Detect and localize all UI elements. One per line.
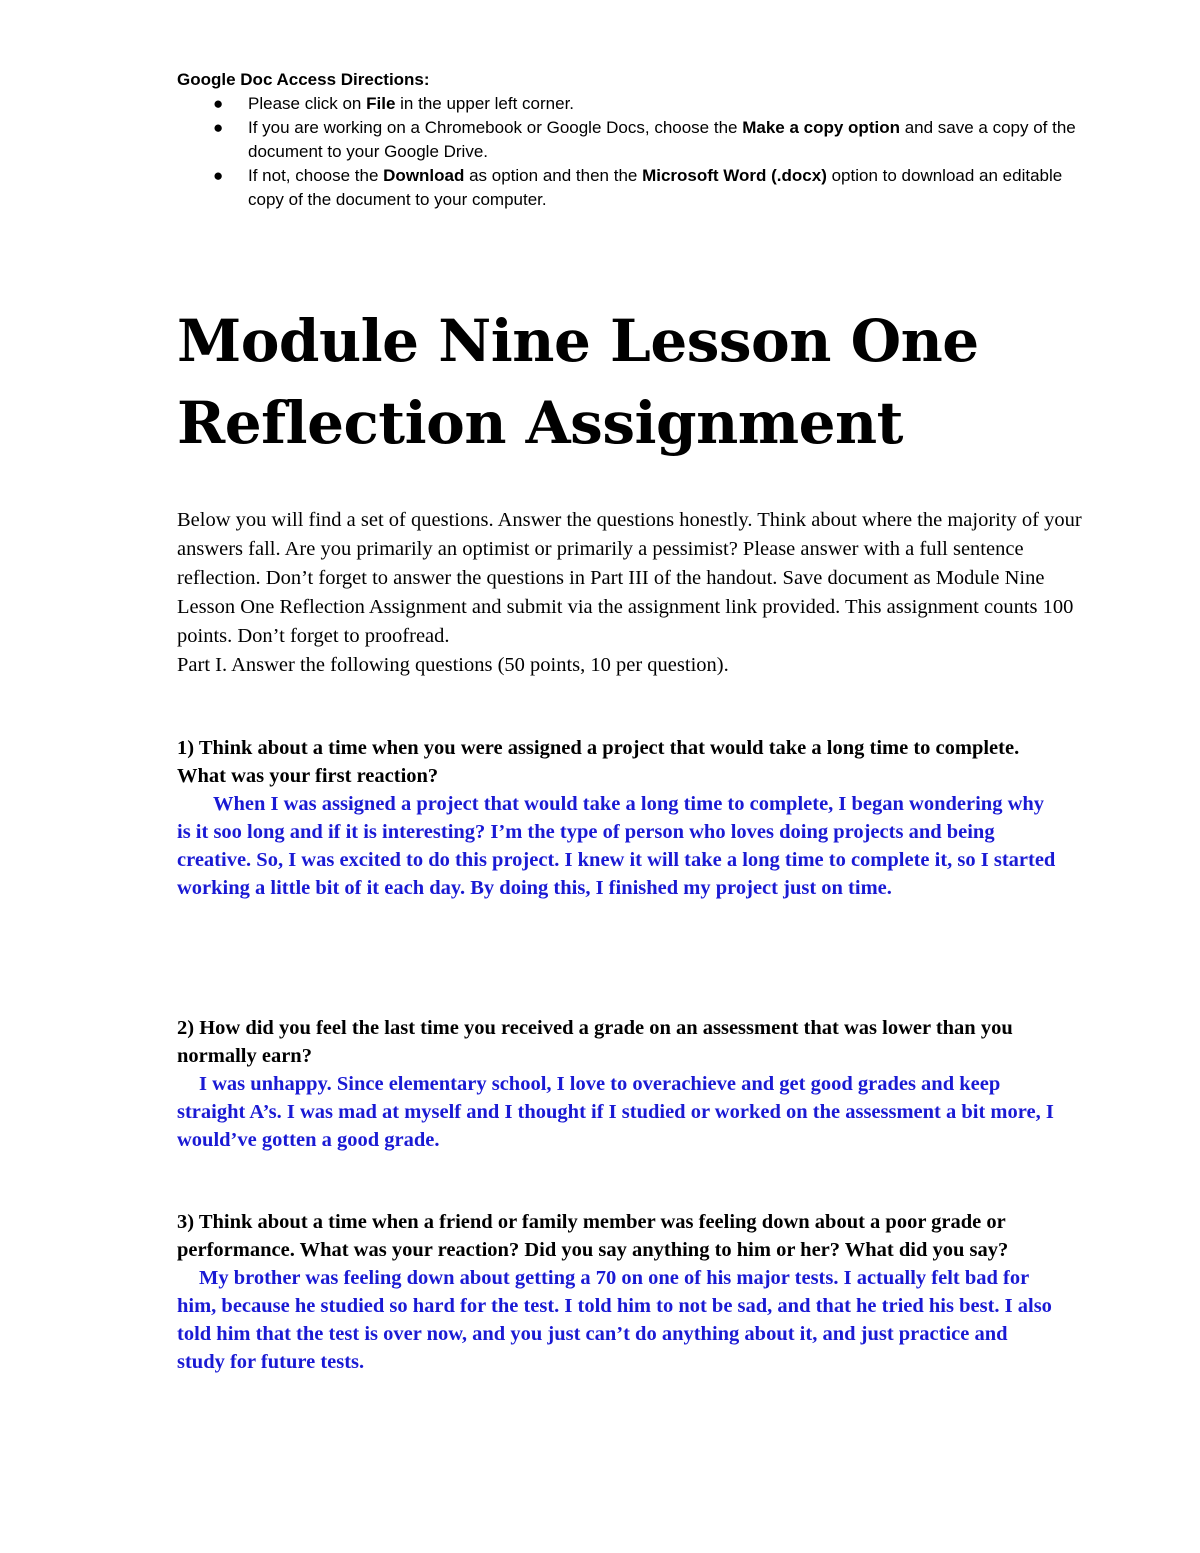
list-item-text: as option and then the	[464, 166, 643, 185]
list-item-text: Please click on	[248, 94, 367, 113]
question-block-2	[177, 1014, 1057, 1154]
question-text: 3) Think about a time when a friend or family member was feeling down about a poor grade or performance. What was your reaction? Did you say anything to him or her? What did you say?	[177, 1211, 1009, 1261]
answer-text	[177, 1264, 1057, 1376]
answer-content: I was unhappy. Since elementary school, I love to overachieve and get good grades and keep straight A’s. I was mad at myself and I thought if I studied or worked on the assessment a bit more, I would’ve gotten a good grade.	[177, 1073, 1054, 1151]
access-directions-list	[177, 92, 1097, 212]
bullet-icon: ●	[213, 94, 224, 113]
bullet-icon: ●	[213, 166, 224, 185]
answer-text	[177, 790, 1057, 902]
question-block-1	[177, 734, 1057, 902]
list-item	[177, 92, 1097, 116]
answer-content: My brother was feeling down about getting a 70 on one of his major tests. I actually felt bad for him, because he studied so hard for the test. I told him to not be sad, and that he tried his best. I also told him that the test is over now, and you just can’t do anything about it, and just practice and study for future tests.	[177, 1267, 1052, 1373]
intro-section	[177, 506, 1092, 680]
question-block-3	[177, 1208, 1057, 1376]
title-line-1: Module Nine Lesson One	[177, 307, 979, 375]
answer-text	[177, 1070, 1057, 1154]
question-text: 1) Think about a time when you were assigned a project that would take a long time to complete. What was your first reaction?	[177, 737, 1020, 787]
title-line-2: Reflection Assignment	[177, 389, 903, 457]
list-item-bold: Microsoft Word (.docx)	[642, 166, 827, 185]
intro-paragraph: Below you will find a set of questions. Answer the questions honestly. Think about where the majority of your answers fall. Are you primarily an optimist or primarily a pessimist? Please answer with a full sentence reflection. Don’t forget to answer the questions in Part III of the handout. Save document as Module Nine Lesson One Reflection Assignment and submit via the assignment link provided. This assignment counts 100 points. Don’t forget to proofread.	[177, 509, 1082, 647]
access-directions-title: Google Doc Access Directions:	[177, 70, 430, 89]
document-page	[177, 68, 1097, 1373]
bullet-icon: ●	[213, 118, 224, 137]
answer-content: When I was assigned a project that would take a long time to complete, I began wondering why is it soo long and if it is interesting? I’m the type of person who loves doing projects and being creative. So, I was excited to do this project. I knew it will take a long time to complete it, so I started working a little bit of it each day. By doing this, I finished my project just on time.	[177, 793, 1056, 899]
list-item-text: If not, choose the	[248, 166, 384, 185]
list-item-bold: Download	[383, 166, 465, 185]
list-item-text: option to download an editable copy of the document to your computer.	[248, 166, 1063, 209]
list-item-bold: Make a copy option	[742, 118, 900, 137]
part-heading: Part I. Answer the following questions (50 points, 10 per question).	[177, 654, 729, 676]
list-item	[177, 164, 1097, 212]
list-item-text: If you are working on a Chromebook or Google Docs, choose the	[248, 118, 743, 137]
page-title	[177, 300, 979, 464]
list-item-bold: File	[366, 94, 396, 113]
question-text: 2) How did you feel the last time you received a grade on an assessment that was lower than you normally earn?	[177, 1017, 1013, 1067]
list-item-text: and save a copy of the document to your Google Drive.	[248, 118, 1076, 161]
list-item-text: in the upper left corner.	[395, 94, 575, 113]
list-item	[177, 116, 1097, 164]
